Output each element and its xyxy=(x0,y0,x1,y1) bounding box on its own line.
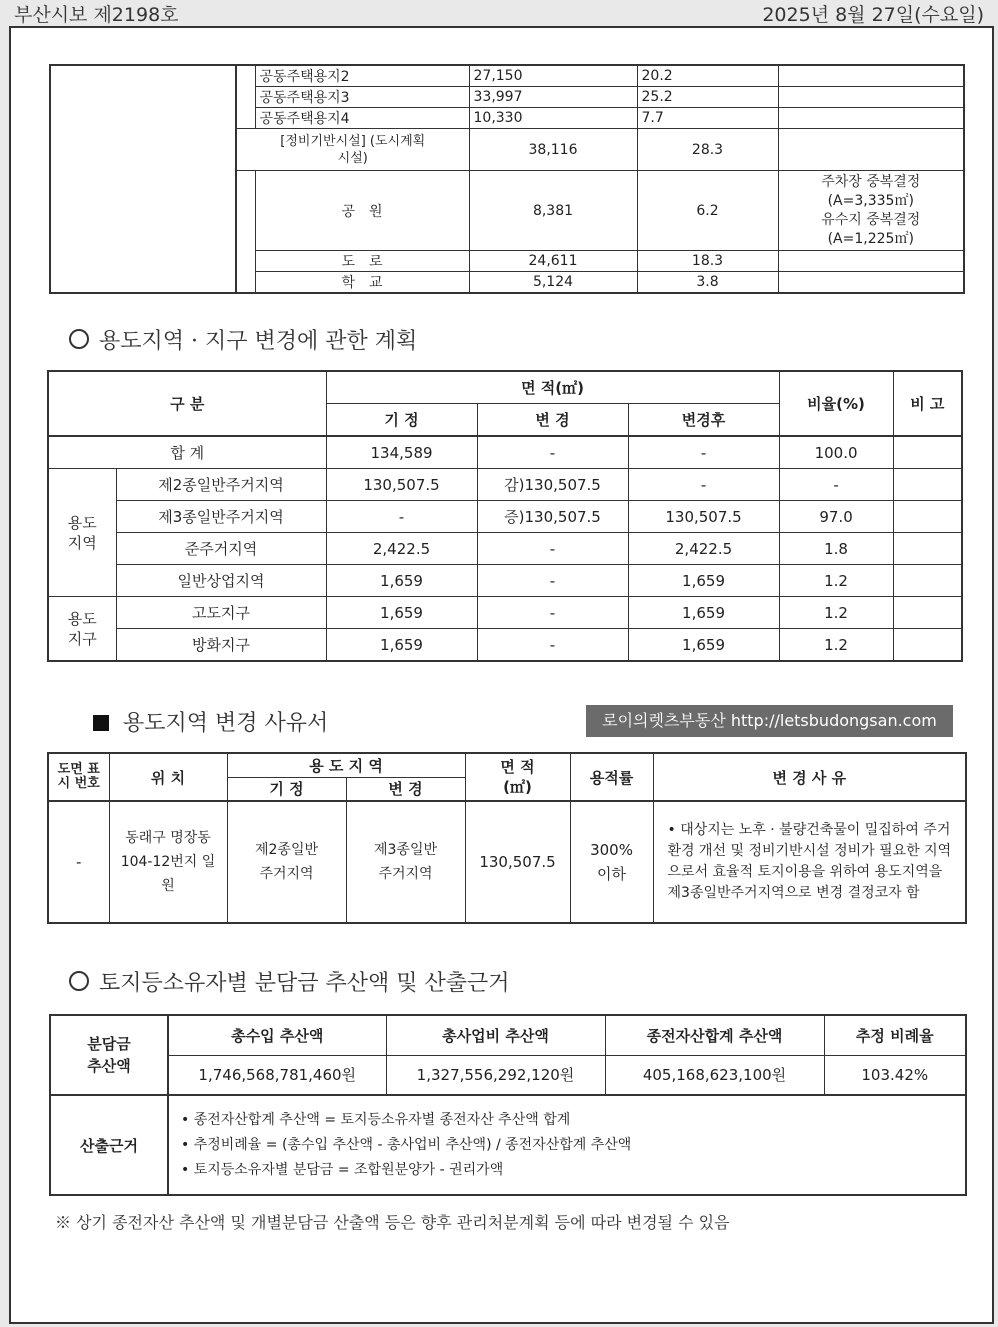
zone-existing: 2,422.5 xyxy=(326,533,477,565)
header-map-no: 도면 표시 번호 xyxy=(48,753,109,801)
area-cell: 33,997 xyxy=(469,87,637,108)
blank-left-cell xyxy=(50,65,236,293)
income-value: 1,746,568,781,460원 xyxy=(168,1055,386,1095)
header-cost: 총사업비 추산액 xyxy=(386,1015,605,1055)
area-cell: 24,611 xyxy=(469,251,637,272)
note-line: (A=1,225㎡) xyxy=(827,230,914,247)
note-cell xyxy=(778,272,964,294)
row-header-burden: 분담금 추산액 xyxy=(50,1015,168,1095)
basis-line: • 추정비례율 = (총수입 추산액 - 총사업비 추산액) / 종전자산합계 추산액 xyxy=(181,1136,632,1153)
ratio-cell: 3.8 xyxy=(637,272,778,294)
far-cell: 300% 이하 xyxy=(570,801,653,923)
header-area: 면 적(㎡) xyxy=(326,371,779,404)
zone-name: 고도지구 xyxy=(116,597,326,629)
note-line: 주차장 중복결정 xyxy=(821,173,921,190)
zone-ratio: 1.2 xyxy=(779,629,893,662)
zone-ratio: 1.2 xyxy=(779,597,893,629)
park-label: 공 원 xyxy=(255,171,469,251)
total-after: - xyxy=(628,436,779,469)
ratio-cell: 20.2 xyxy=(637,65,778,87)
header-rate: 추정 비례율 xyxy=(824,1015,966,1055)
ratio-cell: 18.3 xyxy=(637,251,778,272)
total-change: - xyxy=(477,436,628,469)
zone-note xyxy=(893,501,962,533)
land-use-table xyxy=(49,64,965,294)
burden-table xyxy=(49,1014,967,1196)
header-existing: 기 정 xyxy=(326,404,477,437)
table-row xyxy=(48,597,962,629)
header-category: 구 분 xyxy=(48,371,326,436)
area-cell: 5,124 xyxy=(469,272,637,294)
document-page xyxy=(9,26,994,1324)
row-header-basis: 산출근거 xyxy=(50,1095,168,1195)
location-cell: 동래구 명장동 104-12번지 일원 xyxy=(109,801,227,923)
land-use-row: 공동주택용지3 xyxy=(255,87,469,108)
group-label-zone: 용도 지역 xyxy=(48,469,116,597)
note-cell xyxy=(778,65,964,87)
zone-name: 제2종일반주거지역 xyxy=(116,469,326,501)
zone-change: 증)130,507.5 xyxy=(477,501,628,533)
note-line: 유수지 중복결정 xyxy=(821,211,921,228)
zone-after: 1,659 xyxy=(628,597,779,629)
header-far: 용적률 xyxy=(570,753,653,801)
land-use-row: 공동주택용지4 xyxy=(255,108,469,129)
ratio-cell: 28.3 xyxy=(637,129,778,171)
zone-name: 일반상업지역 xyxy=(116,565,326,597)
section-title: 용도지역 변경 사유서 xyxy=(123,711,329,736)
basis-line: • 토지등소유자별 분담금 = 조합원분양가 - 권리가액 xyxy=(181,1161,504,1178)
zone-existing: 1,659 xyxy=(326,597,477,629)
publication-title: 부산시보 제2198호 xyxy=(14,4,179,26)
existing-zone-cell: 제2종일반 주거지역 xyxy=(227,801,346,923)
zone-ratio: 1.2 xyxy=(779,565,893,597)
basis-cell xyxy=(168,1095,966,1195)
note-cell xyxy=(778,108,964,129)
total-ratio: 100.0 xyxy=(779,436,893,469)
group-label-district: 용도 지구 xyxy=(48,597,116,662)
ratio-cell: 6.2 xyxy=(637,171,778,251)
section-title: 토지등소유자별 분담금 추산액 및 산출근거 xyxy=(99,971,510,996)
section-heading-reason xyxy=(93,706,328,737)
zone-existing: 130,507.5 xyxy=(326,469,477,501)
zone-name: 준주거지역 xyxy=(116,533,326,565)
header-asset: 종전자산합계 추산액 xyxy=(605,1015,824,1055)
zone-note xyxy=(893,469,962,501)
rate-value: 103.42% xyxy=(824,1055,966,1095)
header-after: 변경후 xyxy=(628,404,779,437)
watermark-stamp: 로이의렛츠부동산 http://letsbudongsan.com xyxy=(586,705,953,737)
zone-change: 감)130,507.5 xyxy=(477,469,628,501)
footnote: ※ 상기 종전자산 추산액 및 개별분담금 산출액 등은 향후 관리처분계획 등에 따라 변경될 수 있음 xyxy=(55,1213,730,1232)
section-title: 용도지역 · 지구 변경에 관한 계획 xyxy=(99,329,418,354)
area-cell: 27,150 xyxy=(469,65,637,87)
square-bullet-icon xyxy=(93,715,109,731)
table-row xyxy=(48,629,962,662)
header-note: 비 고 xyxy=(893,371,962,436)
zone-note xyxy=(893,597,962,629)
zone-existing: 1,659 xyxy=(326,565,477,597)
header-income: 총수입 추산액 xyxy=(168,1015,386,1055)
school-label: 학 교 xyxy=(255,272,469,294)
zone-after: 2,422.5 xyxy=(628,533,779,565)
zone-ratio: 97.0 xyxy=(779,501,893,533)
ratio-cell: 25.2 xyxy=(637,87,778,108)
zone-after: 130,507.5 xyxy=(628,501,779,533)
zone-existing: 1,659 xyxy=(326,629,477,662)
zone-after: 1,659 xyxy=(628,565,779,597)
zone-ratio: - xyxy=(779,469,893,501)
section-heading-burden xyxy=(69,966,510,997)
note-line: (A=3,335㎡) xyxy=(827,192,914,209)
zone-note xyxy=(893,565,962,597)
map-no-cell: - xyxy=(48,801,109,923)
header-ratio: 비율(%) xyxy=(779,371,893,436)
zone-change: - xyxy=(477,533,628,565)
section-heading-zone-plan xyxy=(69,324,417,355)
cost-value: 1,327,556,292,120원 xyxy=(386,1055,605,1095)
zone-change: - xyxy=(477,565,628,597)
land-use-row: 공동주택용지2 xyxy=(255,65,469,87)
circle-bullet-icon xyxy=(69,329,89,349)
zone-change: - xyxy=(477,629,628,662)
note-cell xyxy=(778,87,964,108)
header-area: 면 적 (㎡) xyxy=(465,753,570,801)
total-label: 합 계 xyxy=(48,436,326,469)
area-cell: 130,507.5 xyxy=(465,801,570,923)
zone-after: - xyxy=(628,469,779,501)
asset-value: 405,168,623,100원 xyxy=(605,1055,824,1095)
publication-date: 2025년 8월 27일(수요일) xyxy=(762,4,984,26)
zone-existing: - xyxy=(326,501,477,533)
zone-name: 제3종일반주거지역 xyxy=(116,501,326,533)
header-reason: 변 경 사 유 xyxy=(653,753,966,801)
header-change: 변 경 xyxy=(346,777,465,801)
header-location: 위 치 xyxy=(109,753,227,801)
header-zone: 용 도 지 역 xyxy=(227,753,465,777)
ratio-cell: 7.7 xyxy=(637,108,778,129)
note-cell xyxy=(778,129,964,171)
total-existing: 134,589 xyxy=(326,436,477,469)
circle-bullet-icon xyxy=(69,971,89,991)
header-existing: 기 정 xyxy=(227,777,346,801)
zone-name: 방화지구 xyxy=(116,629,326,662)
area-cell: 10,330 xyxy=(469,108,637,129)
zone-after: 1,659 xyxy=(628,629,779,662)
infra-label: [정비기반시설] (도시계획시설) xyxy=(236,129,469,171)
table-row xyxy=(48,565,962,597)
park-note xyxy=(778,171,964,251)
zone-change-table xyxy=(47,370,963,662)
area-cell: 8,381 xyxy=(469,171,637,251)
basis-line: • 종전자산합계 추산액 = 토지등소유자별 종전자산 추산액 합계 xyxy=(181,1111,571,1128)
header-change: 변 경 xyxy=(477,404,628,437)
changed-zone-cell: 제3종일반 주거지역 xyxy=(346,801,465,923)
zone-ratio: 1.8 xyxy=(779,533,893,565)
zone-note xyxy=(893,533,962,565)
zone-reason-table xyxy=(47,752,967,924)
road-label: 도 로 xyxy=(255,251,469,272)
table-row xyxy=(48,469,962,501)
note-cell xyxy=(778,251,964,272)
zone-note xyxy=(893,629,962,662)
table-row xyxy=(48,501,962,533)
area-cell: 38,116 xyxy=(469,129,637,171)
total-note xyxy=(893,436,962,469)
table-row xyxy=(48,533,962,565)
reason-cell: • 대상지는 노후 · 불량건축물이 밀집하여 주거환경 개선 및 정비기반시설 정비가 필요한 지역으로서 효율적 토지이용을 위하여 용도지역을 제3종일반주거지역으로 변경 결정코자 함 xyxy=(653,801,966,923)
zone-change: - xyxy=(477,597,628,629)
